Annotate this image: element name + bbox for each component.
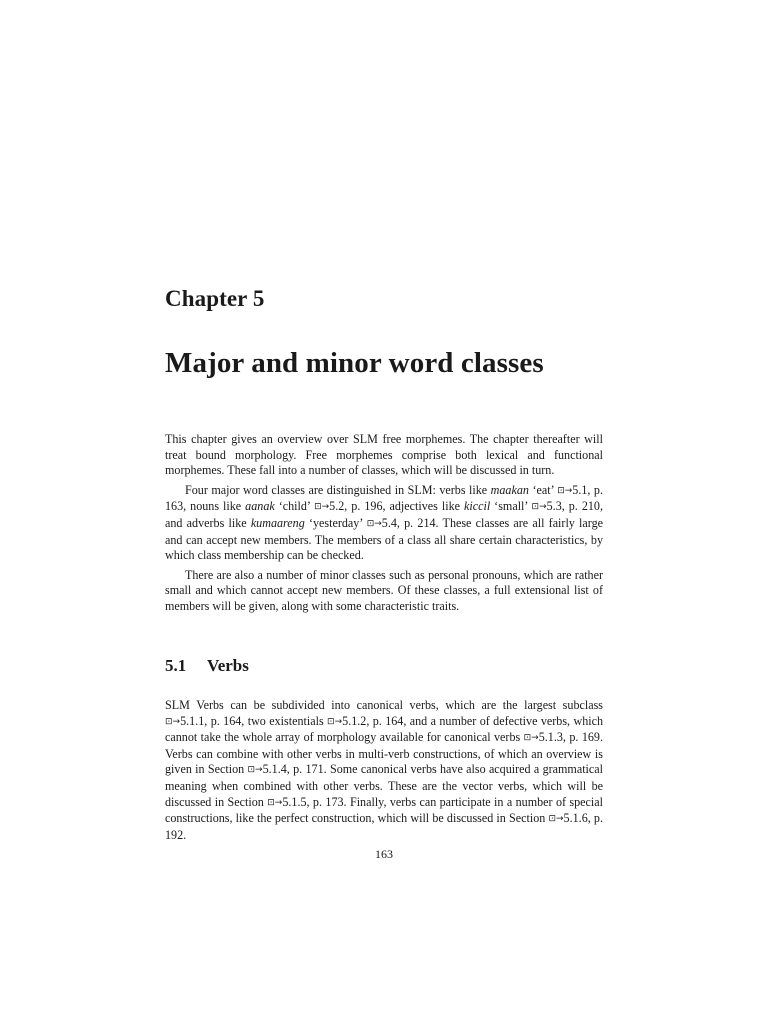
text-run: . bbox=[183, 827, 187, 842]
cross-reference-arrow-icon: ⊡→ bbox=[523, 733, 539, 744]
cross-reference[interactable]: 5.4, p. 214 bbox=[381, 515, 436, 530]
example-word: kumaareng bbox=[250, 515, 305, 530]
cross-reference[interactable]: 5.1.2, p. 164 bbox=[342, 713, 404, 728]
text-run: . Finally, verbs can participate in a number of special constructions, like the perfect construction, which will be discussed in Section bbox=[165, 794, 604, 826]
text-run: ‘small’ bbox=[490, 499, 532, 514]
cross-reference-arrow-icon: ⊡→ bbox=[366, 518, 382, 529]
text-run: , adjectives like bbox=[382, 499, 464, 514]
cross-reference-arrow-icon: ⊡→ bbox=[327, 716, 343, 727]
cross-reference-arrow-icon: ⊡→ bbox=[314, 502, 330, 513]
cross-reference[interactable]: 5.1.5, p. 173 bbox=[282, 794, 344, 809]
cross-reference-arrow-icon: ⊡→ bbox=[267, 797, 283, 808]
intro-paragraph-3: There are also a number of minor classes such as personal pronouns, which are rather small and which cannot accept new members. Of these classes, a full extensional list of members will be given, along with some characteristic traits. bbox=[165, 567, 603, 613]
text-run: Four major word classes are distinguished in SLM: verbs like bbox=[185, 482, 491, 497]
cross-reference-arrow-icon: ⊡→ bbox=[531, 502, 547, 513]
cross-reference-arrow-icon: ⊡→ bbox=[557, 485, 573, 496]
cross-reference[interactable]: 5.2, p. 196 bbox=[329, 499, 383, 514]
chapter-label: Chapter 5 bbox=[165, 286, 265, 311]
text-run: . Some canonical verbs have also acquired a grammatical meaning when combined with other verbs. These are the vector verbs, which will be discussed in Section bbox=[165, 762, 604, 809]
cross-reference-arrow-icon: ⊡→ bbox=[548, 814, 564, 825]
cross-reference[interactable]: 5.1.4, p. 171 bbox=[262, 762, 324, 777]
section-title: Verbs bbox=[207, 656, 249, 675]
cross-reference-arrow-icon: ⊡→ bbox=[165, 716, 181, 727]
intro-paragraph-1: This chapter gives an overview over SLM free morphemes. The chapter thereafter will treat bound morphology. Free morphemes comprise both lexical and functional morphemes. These fall into a number of classes, which will be discussed in turn. bbox=[165, 432, 603, 478]
intro-section bbox=[165, 432, 603, 619]
example-word: kiccil bbox=[464, 499, 491, 514]
cross-reference[interactable]: 5.1.6, p. 192 bbox=[165, 811, 603, 842]
text-run: ‘yesterday’ bbox=[304, 515, 367, 530]
cross-reference[interactable]: 5.3, p. 210 bbox=[546, 499, 600, 514]
text-run: , two existentials bbox=[241, 713, 328, 728]
cross-reference[interactable]: 5.1.3, p. 169 bbox=[538, 730, 600, 745]
cross-reference-arrow-icon: ⊡→ bbox=[247, 765, 263, 776]
cross-reference[interactable]: 5.1.1, p. 164 bbox=[180, 713, 242, 728]
text-run: ‘child’ bbox=[274, 499, 315, 514]
chapter-title: Major and minor word classes bbox=[165, 347, 544, 379]
example-word: maakan bbox=[490, 482, 529, 497]
section-number: 5.1 bbox=[165, 656, 187, 675]
example-word: aanak bbox=[245, 499, 275, 514]
text-run: , and adverbs like bbox=[165, 499, 603, 530]
verbs-section bbox=[165, 698, 603, 847]
text-run: ‘eat’ bbox=[528, 482, 558, 497]
text-run: . These classes are all fairly large and can accept new members. The members of a class all share certain characteristics, by which class membership can be checked. bbox=[165, 515, 604, 563]
text-run: . Verbs can combine with other verbs in multi-verb constructions, of which an overview is given in Section bbox=[165, 730, 604, 777]
text-run: , nouns like bbox=[183, 499, 246, 514]
section-heading bbox=[165, 656, 249, 676]
page-number: 163 bbox=[375, 847, 393, 861]
text-run: , and a number of defective verbs, which cannot take the whole array of morphology available for canonical verbs bbox=[165, 713, 604, 745]
cross-reference[interactable]: 5.1, p. 163 bbox=[165, 482, 603, 514]
verbs-paragraph bbox=[165, 698, 603, 843]
intro-paragraph-2 bbox=[165, 483, 603, 564]
text-run: SLM Verbs can be subdivided into canonical verbs, which are the largest subclass bbox=[165, 698, 603, 712]
